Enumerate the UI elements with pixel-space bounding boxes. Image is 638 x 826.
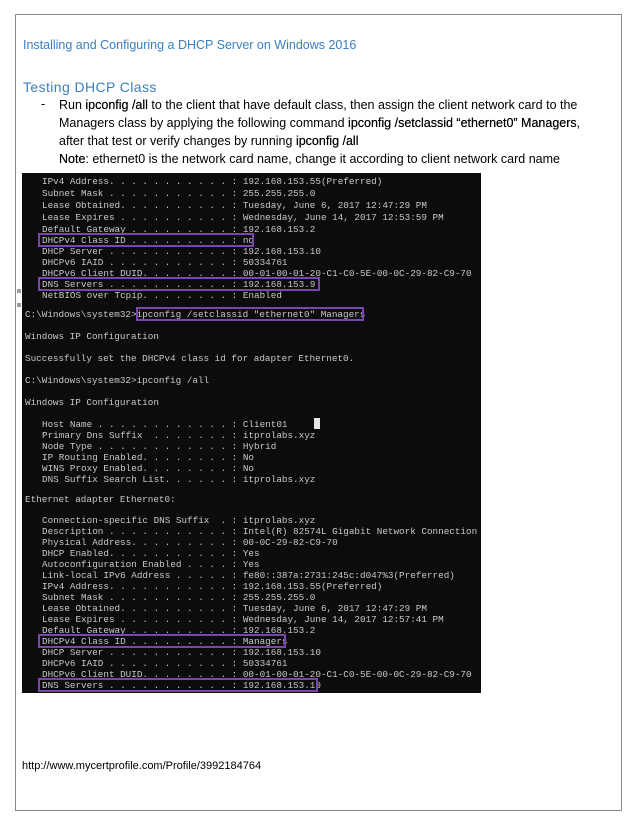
terminal-line: NetBIOS over Tcpip. . . . . . . . : Enabled bbox=[42, 290, 282, 301]
terminal-line: C:\Windows\system32>ipconfig /setclassid "ethernet0" Managers bbox=[25, 309, 366, 320]
terminal-line: DHCP Enabled. . . . . . . . . . . : Yes bbox=[42, 548, 260, 559]
para-text-3: , after that test or verify changes by running bbox=[59, 116, 581, 148]
terminal-line: Lease Expires . . . . . . . . . . : Wednesday, June 14, 2017 12:53:59 PM bbox=[42, 212, 444, 223]
terminal-line: DHCP Server . . . . . . . . . . . : 192.168.153.10 bbox=[42, 246, 321, 257]
terminal-line: Lease Expires . . . . . . . . . . : Wednesday, June 14, 2017 12:57:41 PM bbox=[42, 614, 444, 625]
terminal-line: Windows IP Configuration bbox=[25, 331, 159, 342]
terminal-line: WINS Proxy Enabled. . . . . . . . : No bbox=[42, 463, 255, 474]
terminal-line: Subnet Mask . . . . . . . . . . . : 255.255.255.0 bbox=[42, 592, 316, 603]
margin-mark bbox=[17, 289, 21, 293]
terminal-line: Autoconfiguration Enabled . . . . : Yes bbox=[42, 559, 260, 570]
command-ipconfig-all: ipconfig /all bbox=[85, 98, 148, 112]
terminal-line: DNS Suffix Search List. . . . . . : itprolabs.xyz bbox=[42, 474, 316, 485]
note-line bbox=[59, 150, 619, 168]
terminal-line: IP Routing Enabled. . . . . . . . : No bbox=[42, 452, 255, 463]
instruction-paragraph bbox=[59, 96, 599, 150]
terminal-cursor bbox=[314, 418, 320, 429]
terminal-line: Description . . . . . . . . . . . : Intel(R) 82574L Gigabit Network Connection bbox=[42, 526, 478, 537]
terminal-line: DNS Servers . . . . . . . . . . . : 192.168.153.10 bbox=[42, 680, 321, 691]
terminal-line: Subnet Mask . . . . . . . . . . . : 255.255.255.0 bbox=[42, 188, 316, 199]
terminal-line: DHCPv4 Class ID . . . . . . . . . : Managers bbox=[42, 636, 288, 647]
terminal-line: Windows IP Configuration bbox=[25, 397, 159, 408]
terminal-line: DHCPv4 Class ID . . . . . . . . . : no bbox=[42, 235, 255, 246]
bullet-marker: - bbox=[41, 97, 46, 111]
terminal-line: DNS Servers . . . . . . . . . . . : 192.168.153.9 bbox=[42, 279, 316, 290]
terminal-line: C:\Windows\system32>ipconfig /all bbox=[25, 375, 210, 386]
para-text-2: to the client that have default class, then assign the client network card to the Managers class by applying the following command bbox=[59, 98, 578, 130]
terminal-line: Link-local IPv6 Address . . . . . : fe80::387a:2731:245c:d047%3(Preferred) bbox=[42, 570, 455, 581]
highlight-dns-servers-after bbox=[38, 678, 318, 692]
terminal-line: DHCP Server . . . . . . . . . . . : 192.168.153.10 bbox=[42, 647, 321, 658]
terminal-line: Node Type . . . . . . . . . . . . : Hybrid bbox=[42, 441, 277, 452]
margin-mark bbox=[17, 303, 21, 307]
terminal-line: Connection-specific DNS Suffix . : itprolabs.xyz bbox=[42, 515, 316, 526]
highlight-dns-servers bbox=[38, 277, 320, 291]
terminal-line: Lease Obtained. . . . . . . . . . : Tuesday, June 6, 2017 12:47:29 PM bbox=[42, 603, 427, 614]
terminal-line: Primary Dns Suffix . . . . . . . : itprolabs.xyz bbox=[42, 430, 316, 441]
section-heading: Testing DHCP Class bbox=[23, 79, 157, 95]
terminal-line: IPv4 Address. . . . . . . . . . . : 192.168.153.55(Preferred) bbox=[42, 176, 383, 187]
command-ipconfig-all-verify: ipconfig /all bbox=[295, 134, 359, 148]
para-text-1: Run bbox=[59, 98, 86, 112]
highlight-setclassid-command bbox=[136, 307, 364, 321]
terminal-line: Physical Address. . . . . . . . . : 00-0C-29-82-C9-70 bbox=[42, 537, 338, 548]
terminal-screenshot bbox=[22, 173, 481, 693]
terminal-line: Successfully set the DHCPv4 class id for adapter Ethernet0. bbox=[25, 353, 355, 364]
highlight-class-id-no bbox=[38, 233, 254, 247]
highlight-class-id-managers bbox=[38, 634, 286, 648]
document-title: Installing and Configuring a DHCP Server on Windows 2016 bbox=[23, 38, 357, 52]
note-text: : ethernet0 is the network card name, change it according to client network card name bbox=[85, 152, 560, 166]
note-label: Note bbox=[59, 152, 86, 166]
command-setclassid: ipconfig /setclassid “ethernet0” Managers bbox=[348, 116, 577, 130]
terminal-line: Default Gateway . . . . . . . . . : 192.168.153.2 bbox=[42, 224, 316, 235]
footer-url: http://www.mycertprofile.com/Profile/3992184764 bbox=[22, 760, 262, 772]
terminal-line: Ethernet adapter Ethernet0: bbox=[25, 494, 176, 505]
terminal-line: DHCPv6 Client DUID. . . . . . . . : 00-01-00-01-20-C1-C0-5E-00-0C-29-82-C9-70 bbox=[42, 268, 472, 279]
terminal-line: Host Name . . . . . . . . . . . . : Client01 bbox=[42, 419, 288, 430]
terminal-line: IPv4 Address. . . . . . . . . . . : 192.168.153.55(Preferred) bbox=[42, 581, 383, 592]
terminal-line: DHCPv6 Client DUID. . . . . . . . : 00-01-00-01-20-C1-C0-5E-00-0C-29-82-C9-70 bbox=[42, 669, 472, 680]
terminal-line: DHCPv6 IAID . . . . . . . . . . . : 50334761 bbox=[42, 257, 288, 268]
terminal-line: Default Gateway . . . . . . . . . : 192.168.153.2 bbox=[42, 625, 316, 636]
terminal-line: DHCPv6 IAID . . . . . . . . . . . : 50334761 bbox=[42, 658, 288, 669]
terminal-line: Lease Obtained. . . . . . . . . . : Tuesday, June 6, 2017 12:47:29 PM bbox=[42, 200, 427, 211]
